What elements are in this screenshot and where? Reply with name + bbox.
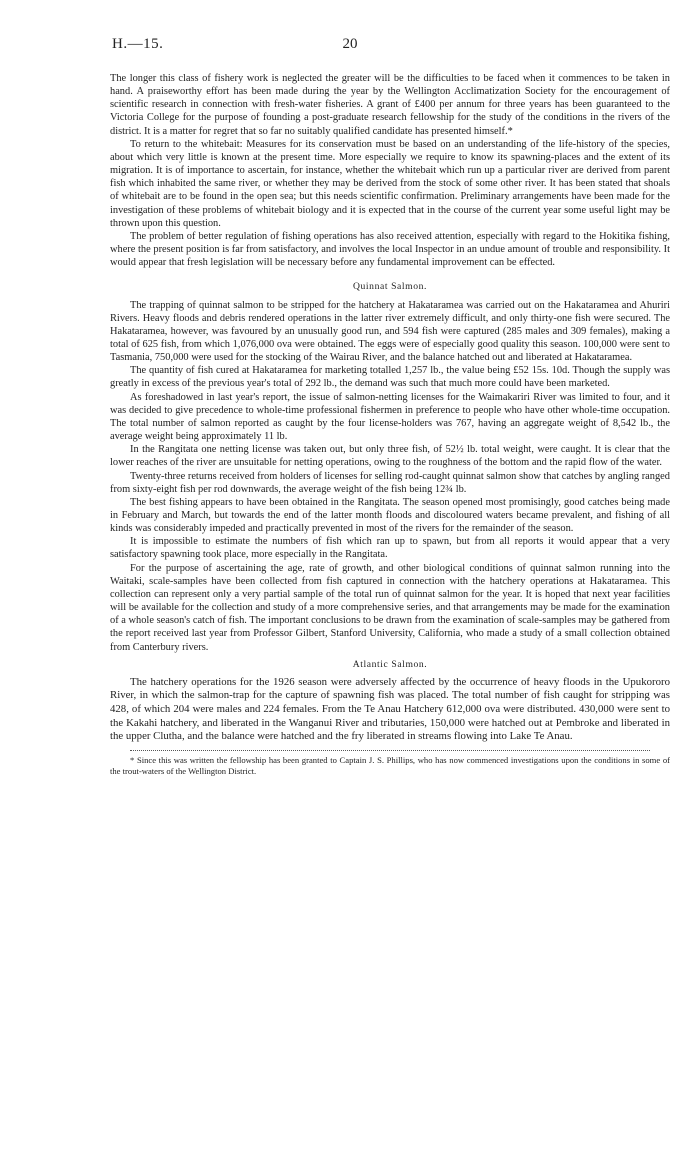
paragraph: In the Rangitata one netting license was taken out, but only three fish, of 52½ lb. total weight, were caught. It is clear that the lower reaches of the river are unsuitable for netting operations, owing to the roughness of the bottom and the rapid flow of the water. (110, 444, 670, 469)
section-heading-atlantic-salmon: Atlantic Salmon. (352, 658, 428, 670)
paragraph: The problem of better regulation of fishing operations has also received attention, especially with regard to the Hokitika fishing, where the present position is far from satisfactory, and involves the local Inspector in an undue amount of trouble and responsibility. It would appear that fresh legislation will be necessary before any fundamental improvement can be effected. (110, 230, 670, 269)
footnote: * Since this was written the fellowship has been granted to Captain J. S. Phillips, who has now commenced investigations upon the conditions in some of the trout-waters of the Wellington District. (110, 754, 670, 776)
paragraph: The quantity of fish cured at Hakataramea for marketing totalled 1,257 lb., the value being £52 15s. 10d. Though the supply was greatly in excess of the previous year's total of 292 lb., the demand was such that much more could have been marketed. (110, 365, 670, 390)
paragraph: Twenty-three returns received from holders of licenses for selling rod-caught quinnat salmon show that catches by angling ranged from sixty-eight fish per rod downwards, the average weight of the fish being 12¾ lb. (110, 470, 670, 495)
report-reference: H.—15. (112, 36, 164, 52)
paragraph: As foreshadowed in last year's report, the issue of salmon-netting licenses for the Waimakariri River was limited to four, and it was decided to give precedence to whole-time professional fishermen in preference to people who have other whole-time occupation. The total number of salmon reported as caught by the four license-holders was 767, having an aggregate weight of 8,542 lb., the average weight being approximately 11 lb. (110, 391, 670, 443)
footnote-divider (130, 750, 650, 751)
paragraph: For the purpose of ascertaining the age, rate of growth, and other biological conditions of quinnat salmon running into the Waitaki, scale-samples have been collected from fish captured in connection with the hatchery operations at Hakataramea. This collection can represent only a very partial sample of the total run of quinnat salmon for the year. It is hoped that next year facilities will be available for the collection and study of a more comprehensive series, and that arrangements may be made for the examination of a whole season's catch of fish. The important conclusions to be drawn from the examination of scale-samples may be gathered from the report received last year from Professor Gilbert, Stanford University, California, who made a study of a small collection obtained from Canterbury rivers. (110, 562, 670, 653)
page-body (110, 72, 670, 777)
paragraph: The best fishing appears to have been obtained in the Rangitata. The season opened most promisingly, good catches being made in February and March, but towards the end of the latter month floods and discoloured waters became prevalent, and fishing of all kinds was considerably impeded and practically prevented in most of the rivers for the remainder of the season. (110, 496, 670, 535)
paragraph: It is impossible to estimate the numbers of fish which ran up to spawn, but from all reports it would appear that a very satisfactory spawning took place, more especially in the Rangitata. (110, 536, 670, 561)
paragraph: The hatchery operations for the 1926 season were adversely affected by the occurrence of heavy floods in the Upukororo River, in which the salmon-trap for the capture of spawning fish was placed. The total number of fish caught for stripping was 428, of which 204 were males and 224 females. From the Te Anau Hatchery 612,000 ova were distributed. 430,000 were sent to the Kakahi hatchery, and liberated in the Wanganui River and tributaries, 150,000 were hatched out at Pembroke and liberated in the upper Clutha, and the balance were hatched and the fry liberated in streams flowing into Lake Te Anau. (110, 675, 670, 743)
paragraph: The longer this class of fishery work is neglected the greater will be the difficulties to be faced when it commences to be taken in hand. A praiseworthy effort has been made during the year by the Wellington Acclimatization Society for the encouragement of scientific research in connection with fresh-water fisheries. A grant of £400 per annum for three years has been guaranteed to the Victoria College for the purpose of founding a post-graduate research fellowship for the study of the conditions in the rivers of the district. It is a matter for regret that so far no suitably qualified candidate has presented himself.* (110, 73, 670, 137)
paragraph: To return to the whitebait: Measures for its conservation must be based on an understanding of the life-history of the species, about which very little is known at the present time. More especially we require to know its spawning-places and the extent of its migration. It is of importance to ascertain, for instance, whether the whitebait which run up a particular river are derived from parent fish which inhabited the same river, or whether they may be derived from the stock of some other river. It has been stated that shoals of whitebait are to be found in the open sea; but this needs scientific confirmation. Preliminary arrangements have been made for the investigation of these problems of whitebait biology and it is expected that in the course of the current year some useful light may be thrown upon this question. (110, 138, 670, 229)
section-heading-quinnat-salmon: Quinnat Salmon. (352, 281, 428, 293)
page-number: 20 (342, 36, 358, 52)
paragraph: The trapping of quinnat salmon to be stripped for the hatchery at Hakataramea was carried out on the Hakataramea and Ahuriri Rivers. Heavy floods and debris rendered operations in the latter river extremely difficult, and only thirty-one fish were secured. The Hakataramea, however, was favoured by an unusually good run, and 594 fish were captured (285 males and 309 females), making a total of 625 fish, from which 1,076,000 ova were obtained. The eggs were of especially good quality this season. 100,000 were sent to Tasmania, 750,000 were used for the stocking of the Wairau River, and the balance hatched out and liberated at Hakataramea. (110, 299, 670, 364)
